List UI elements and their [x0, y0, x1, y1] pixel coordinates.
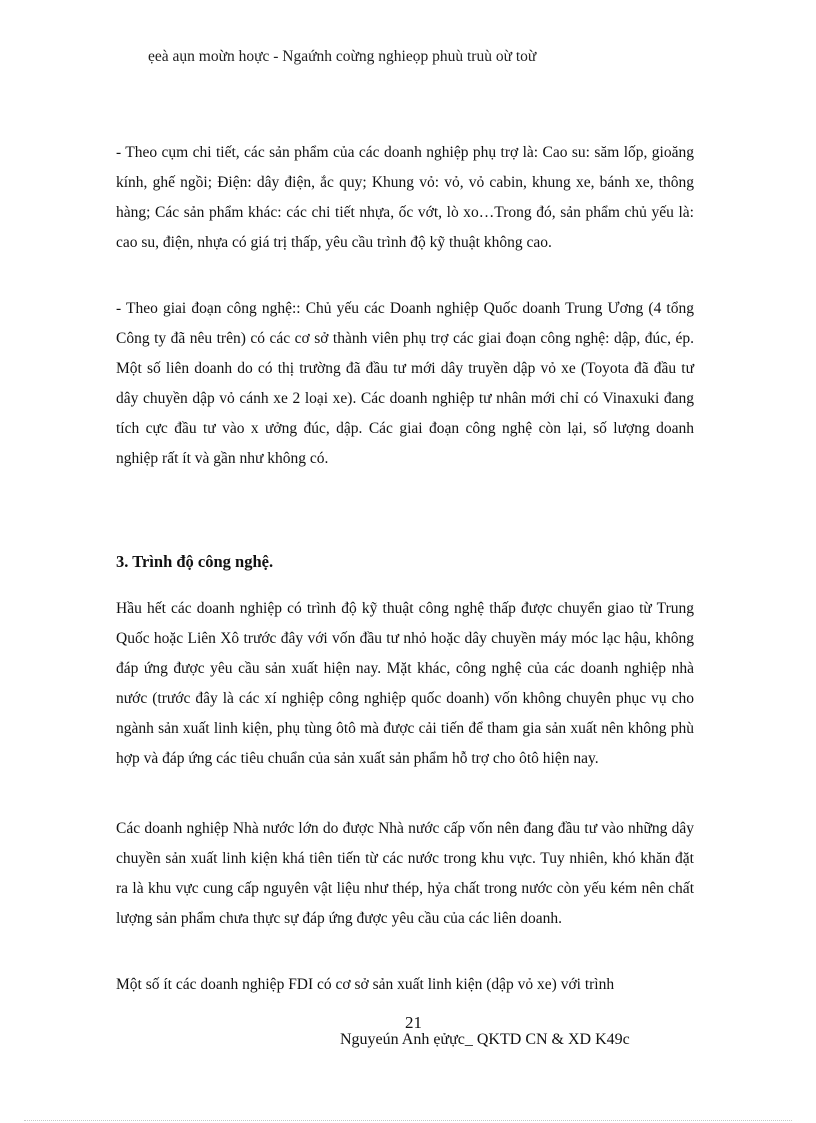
paragraph-text: Hầu hết các doanh nghiệp có trình độ kỹ thuật công nghệ thấp được chuyển giao từ Trung Quốc hoặc Liên Xô trước đây với vốn đầu tư nhỏ hoặc dây chuyền máy móc lạc hậu, không đáp ứng được yêu cầu sản xuất hiện nay. Mặt khác, công nghệ của các doanh nghiệp nhà nước (trước đây là các xí nghiệp công nghiệp quốc doanh) vốn không chuyên phục vụ cho ngành sản xuất linh kiện, phụ tùng ôtô mà được cải tiến để tham gia sản xuất nên không phù hợp và đáp ứng các tiêu chuẩn của sản xuất sản phẩm hỗ trợ cho ôtô hiện nay. [116, 600, 694, 767]
page-bottom-divider [24, 1120, 792, 1121]
paragraph-components [116, 138, 694, 258]
page-number: 21 [405, 1013, 422, 1032]
section-heading: 3. Trình độ công nghệ. [116, 552, 274, 571]
paragraph-state-enterprises [116, 814, 694, 934]
paragraph-technology-level [116, 594, 694, 774]
paragraph-text: Các doanh nghiệp Nhà nước lớn do được Nhà nước cấp vốn nên đang đầu tư vào những dây chuyền sản xuất linh kiện khá tiên tiến từ các nước trong khu vực. Tuy nhiên, khó khăn đặt ra là khu vực cung cấp nguyên vật liệu như thép, hỷa chất trong nước còn yếu kém nên chất lượng sản phẩm chưa thực sự đáp ứng được yêu cầu của các liên doanh. [116, 820, 694, 927]
page-footer: Nguyeún Anh ẹửực_ QKTD CN & XD K49c [340, 1031, 630, 1048]
paragraph-fdi [116, 970, 694, 1000]
paragraph-text: Một số ít các doanh nghiệp FDI có cơ sở sản xuất linh kiện (dập vỏ xe) với trình [116, 976, 615, 993]
page-header: ẹeà aụn moừn hoực - Ngaứnh coừng nghieọp phuù truù oừ toừ [148, 48, 537, 65]
paragraph-text: - Theo cụm chi tiết, các sản phẩm của các doanh nghiệp phụ trợ là: Cao su: săm lốp, gioăng kính, ghế ngồi; Điện: dây điện, ắc quy; Khung vỏ: vỏ, vỏ cabin, khung xe, bánh xe, thông hàng; Các sản phẩm khác: các chi tiết nhựa, ốc vớt, lò xo…Trong đó, sản phẩm chủ yếu là: cao su, điện, nhựa có giá trị thấp, yêu cầu trình độ kỹ thuật không cao. [116, 144, 694, 251]
paragraph-technology-stages [116, 294, 694, 474]
paragraph-text: - Theo giai đoạn công nghệ:: Chủ yếu các Doanh nghiệp Quốc doanh Trung Ương (4 tổng Công ty đã nêu trên) có các cơ sở thành viên phụ trợ các giai đoạn công nghệ: dập, đúc, ép. Một số liên doanh do có thị trường đã đầu tư mới dây truyền dập vỏ xe (Toyota đã đầu tư dây chuyền dập vỏ cánh xe 2 loại xe). Các doanh nghiệp tư nhân mới chỉ có Vinaxuki đang tích cực đầu tư vào x ưởng đúc, dập. Các giai đoạn công nghệ còn lại, số lượng doanh nghiệp rất ít và gần như không có. [116, 300, 694, 467]
